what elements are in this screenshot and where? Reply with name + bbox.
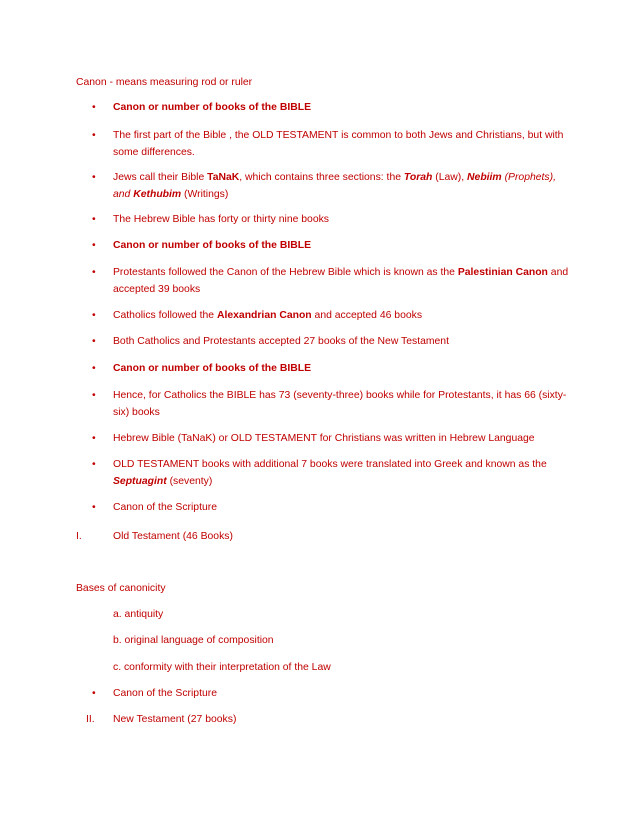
list-item-canon-scripture [76,685,576,702]
bases-item-conformity: c. conformity with their interpretation of the Law [113,662,331,673]
bullet-marker: • [92,310,96,321]
list-item [76,360,576,377]
bullet-marker: • [92,102,96,113]
bullet-marker: • [92,363,96,374]
bullet-marker: • [92,130,96,141]
list-item [76,169,576,203]
list-item-text: Jews call their Bible TaNaK, which contains three sections: the Torah (Law), Nebiim (Prophets), and Kethubim (Writings) [113,172,556,200]
bullet-marker: • [92,390,96,401]
bases-item-antiquity: a. antiquity [113,609,164,620]
list-item [76,264,576,298]
roman-heading-text: New Testament (27 books) [113,714,237,725]
intro-line: Canon - means measuring rod or ruler [76,77,253,88]
list-item [76,99,576,116]
list-item-text: Hebrew Bible (TaNaK) or OLD TESTAMENT for Christians was written in Hebrew Language [113,433,535,444]
list-item-text: Both Catholics and Protestants accepted 27 books of the New Testament [113,336,449,347]
list-item [76,333,576,350]
list-item-text: The Hebrew Bible has forty or thirty nine books [113,214,329,225]
list-item [76,430,576,447]
bullet-marker: • [92,172,96,183]
list-item-text: Hence, for Catholics the BIBLE has 73 (seventy-three) books while for Protestants, it has 66 (sixty-six) books [113,390,567,418]
bullet-marker: • [92,240,96,251]
bullet-marker: • [92,214,96,225]
list-item [76,307,576,324]
roman-heading-text: Old Testament (46 Books) [113,531,233,542]
bullet-marker: • [92,336,96,347]
list-item [76,237,576,254]
list-item [76,211,576,228]
list-item-text: OLD TESTAMENT books with additional 7 books were translated into Greek and known as the Septuagint (seventy) [113,459,547,487]
bullet-marker: • [92,459,96,470]
list-item-text: Catholics followed the Alexandrian Canon and accepted 46 books [113,310,423,321]
list-item [76,456,576,490]
list-item-text: Canon of the Scripture [113,688,217,699]
list-item-text: Canon of the Scripture [113,502,217,513]
list-item [76,499,576,516]
list-item [76,127,576,161]
bullet-marker: • [92,688,96,699]
list-item-text: The first part of the Bible , the OLD TESTAMENT is common to both Jews and Christians, but with some differences. [113,130,564,158]
bullet-marker: • [92,502,96,513]
list-item-text: Protestants followed the Canon of the Hebrew Bible which is known as the Palestinian Canon and accepted 39 books [113,267,569,295]
roman-heading-old-testament [76,528,576,545]
bullet-marker: • [92,433,96,444]
list-item-text: Canon or number of books of the BIBLE [113,240,311,251]
list-item [76,387,576,421]
roman-numeral: II. [86,714,95,725]
list-item-text: Canon or number of books of the BIBLE [113,363,311,374]
roman-heading-new-testament [76,711,576,728]
bases-item-language: b. original language of composition [113,635,274,646]
bullet-marker: • [92,267,96,278]
roman-numeral: I. [76,531,82,542]
list-item-text: Canon or number of books of the BIBLE [113,102,311,113]
bases-title: Bases of canonicity [76,583,166,594]
